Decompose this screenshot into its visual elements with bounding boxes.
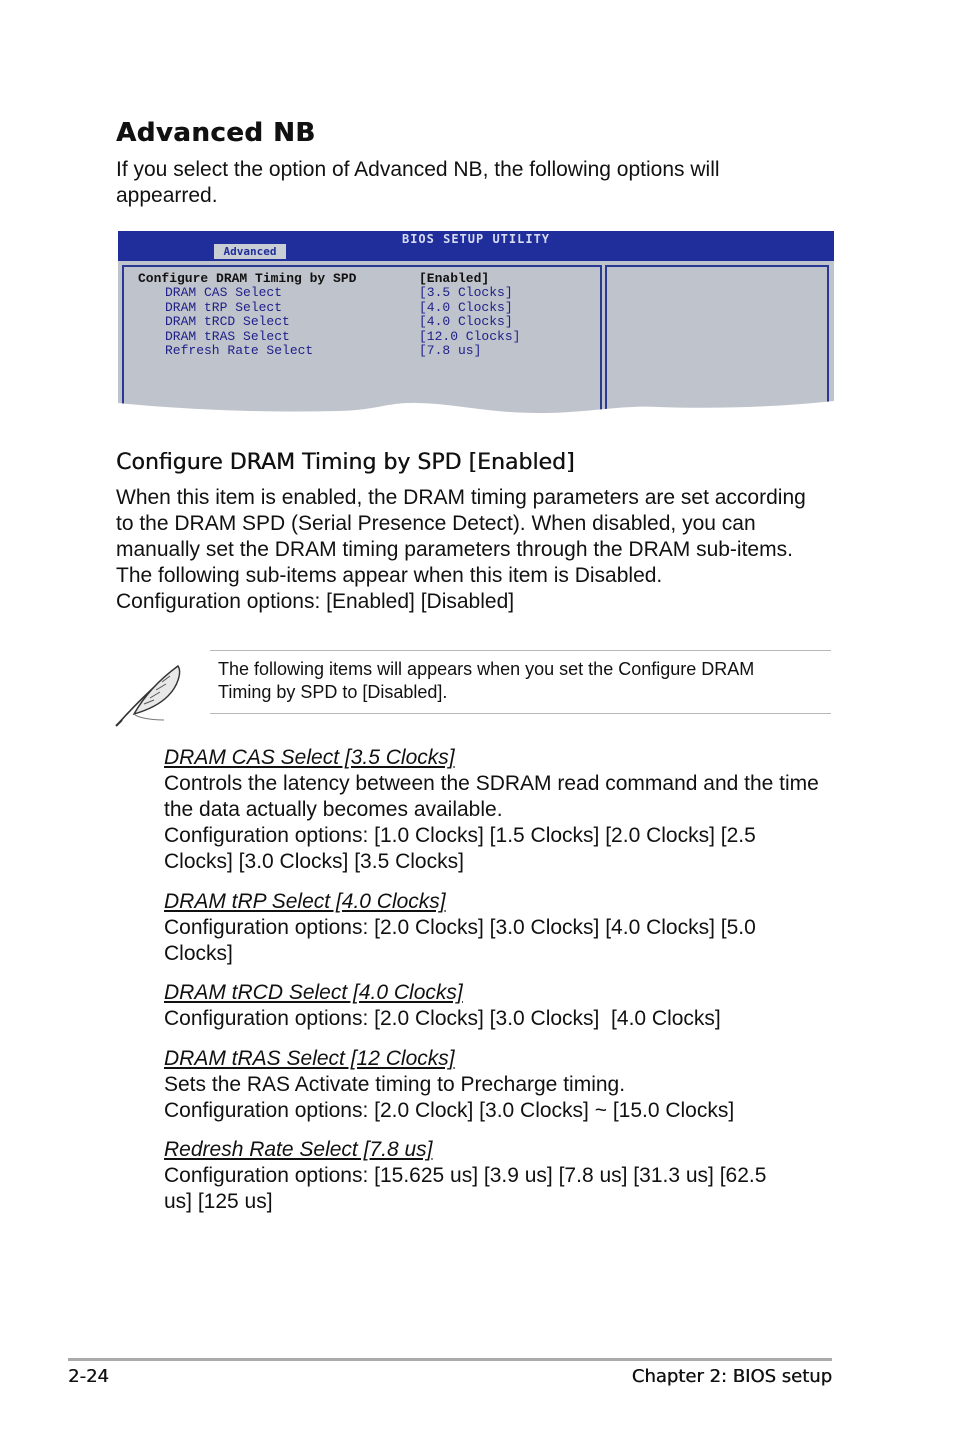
- bios-tab-advanced[interactable]: Advanced: [214, 244, 286, 259]
- note-text: The following items will appears when you set the Configure DRAM Timing by SPD to [Disabled].: [218, 659, 755, 702]
- bios-row-label[interactable]: DRAM tRAS Select: [165, 329, 290, 344]
- bios-utility-title: BIOS SETUP UTILITY: [401, 232, 551, 246]
- bios-row-value[interactable]: [7.8 us]: [419, 343, 482, 358]
- item-title: DRAM tRCD Select [4.0 Clocks]: [164, 981, 463, 1004]
- item-title: DRAM tRAS Select [12 Clocks]: [164, 1047, 455, 1070]
- bios-row-value[interactable]: [4.0 Clocks]: [419, 314, 513, 329]
- feather-quill-icon: [112, 660, 186, 728]
- item-dram-cas: DRAM CAS Select [3.5 Clocks] Controls the latency between the SDRAM read command and the time the data actually becomes available. Configuration options: [1.0 Clocks] [1.5 Clocks] [2.0 Clocks] [2.5 Clocks] [3.0 Clocks] [3.5 Clocks]: [164, 745, 834, 875]
- bios-row-label[interactable]: Configure DRAM Timing by SPD: [138, 271, 357, 286]
- chapter-label: Chapter 2: BIOS setup: [631, 1366, 832, 1387]
- torn-edge: [118, 399, 834, 431]
- bios-screenshot: [118, 231, 834, 431]
- item-title: DRAM CAS Select [3.5 Clocks]: [164, 746, 455, 769]
- bios-row-value[interactable]: [Enabled]: [419, 271, 490, 286]
- footer-rule: [68, 1358, 832, 1361]
- item-dram-tras: DRAM tRAS Select [12 Clocks] Sets the RAS Activate timing to Precharge timing. Configuration options: [2.0 Clock] [3.0 Clocks] ~ [15.0 Clocks]: [164, 1046, 834, 1124]
- bios-row-label[interactable]: DRAM tRP Select: [165, 300, 283, 315]
- item-refresh-rate: Redresh Rate Select [7.8 us] Configuration options: [15.625 us] [3.9 us] [7.8 us] [31.3 us] [62.5 us] [125 us]: [164, 1137, 834, 1215]
- bios-row-value[interactable]: [3.5 Clocks]: [419, 285, 513, 300]
- bios-row-label[interactable]: DRAM tRCD Select: [165, 314, 290, 329]
- bios-row-label[interactable]: Refresh Rate Select: [165, 343, 314, 358]
- item-dram-trcd: DRAM tRCD Select [4.0 Clocks] Configuration options: [2.0 Clocks] [3.0 Clocks] [4.0 Clocks]: [164, 980, 834, 1032]
- item-title: DRAM tRP Select [4.0 Clocks]: [164, 890, 446, 913]
- bios-row-value[interactable]: [12.0 Clocks]: [419, 329, 521, 344]
- configure-description: When this item is enabled, the DRAM timing parameters are set according to the DRAM SPD (Serial Presence Detect). When disabled, you can manually set the DRAM timing parameters through the DRAM sub-items. The following sub-items appear when this item is Disabled. Configuration options: [Enabled] [Disabled]: [116, 486, 806, 613]
- bios-title-bar: [118, 231, 834, 261]
- configure-heading: Configure DRAM Timing by SPD [Enabled]: [116, 450, 575, 475]
- section-title: Advanced NB: [116, 118, 316, 148]
- item-title: Redresh Rate Select [7.8 us]: [164, 1138, 433, 1161]
- page-number: 2-24: [68, 1366, 109, 1387]
- note-top-rule: [210, 650, 831, 651]
- item-dram-trp: DRAM tRP Select [4.0 Clocks] Configuration options: [2.0 Clocks] [3.0 Clocks] [4.0 Clocks] [5.0 Clocks]: [164, 889, 834, 967]
- note-bottom-rule: [210, 713, 831, 714]
- intro-paragraph: If you select the option of Advanced NB, the following options will appearred.: [116, 158, 720, 207]
- bios-row-value[interactable]: [4.0 Clocks]: [419, 300, 513, 315]
- bios-row-label[interactable]: DRAM CAS Select: [165, 285, 283, 300]
